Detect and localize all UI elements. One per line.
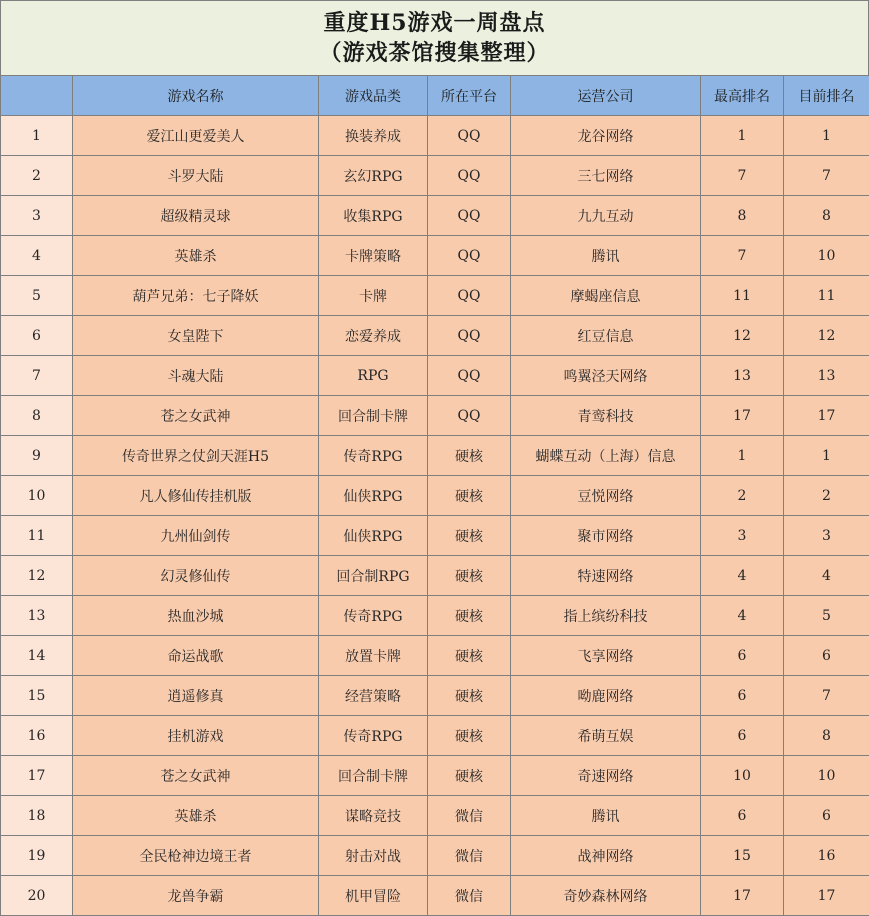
cell-index: 1 [1,116,73,156]
header-current-rank: 目前排名 [784,76,869,116]
cell-game-name: 女皇陛下 [73,316,319,356]
cell-current-rank: 8 [784,196,869,236]
cell-current-rank: 2 [784,476,869,516]
cell-current-rank: 12 [784,316,869,356]
table-row [1,356,869,396]
cell-genre: 仙侠RPG [319,516,428,556]
cell-platform: 硬核 [428,516,511,556]
cell-index: 12 [1,556,73,596]
cell-highest-rank: 8 [701,196,784,236]
cell-platform: QQ [428,356,511,396]
cell-game-name: 九州仙剑传 [73,516,319,556]
header-operator: 运营公司 [511,76,701,116]
cell-genre: 射击对战 [319,836,428,876]
cell-platform: 微信 [428,796,511,836]
cell-game-name: 斗罗大陆 [73,156,319,196]
cell-operator: 战神网络 [511,836,701,876]
cell-genre: 卡牌 [319,276,428,316]
cell-game-name: 葫芦兄弟：七子降妖 [73,276,319,316]
cell-platform: 微信 [428,876,511,916]
cell-platform: 微信 [428,836,511,876]
cell-genre: 恋爱养成 [319,316,428,356]
cell-game-name: 传奇世界之仗剑天涯H5 [73,436,319,476]
ranking-table [0,75,869,916]
cell-index: 15 [1,676,73,716]
table-row [1,516,869,556]
cell-highest-rank: 17 [701,396,784,436]
cell-operator: 聚市网络 [511,516,701,556]
table-row [1,436,869,476]
header-row [1,76,869,116]
cell-genre: 机甲冒险 [319,876,428,916]
cell-genre: 放置卡牌 [319,636,428,676]
cell-index: 10 [1,476,73,516]
cell-current-rank: 8 [784,716,869,756]
table-row [1,596,869,636]
cell-index: 19 [1,836,73,876]
cell-genre: 回合制卡牌 [319,396,428,436]
cell-operator: 指上缤纷科技 [511,596,701,636]
cell-genre: 换装养成 [319,116,428,156]
cell-game-name: 英雄杀 [73,796,319,836]
cell-highest-rank: 6 [701,676,784,716]
cell-platform: 硬核 [428,636,511,676]
cell-current-rank: 16 [784,836,869,876]
cell-operator: 奇速网络 [511,756,701,796]
cell-index: 6 [1,316,73,356]
cell-highest-rank: 3 [701,516,784,556]
header-genre: 游戏品类 [319,76,428,116]
cell-game-name: 苍之女武神 [73,396,319,436]
cell-game-name: 爱江山更爱美人 [73,116,319,156]
cell-platform: QQ [428,396,511,436]
table-row [1,316,869,356]
cell-operator: 九九互动 [511,196,701,236]
cell-genre: 玄幻RPG [319,156,428,196]
cell-operator: 特速网络 [511,556,701,596]
cell-current-rank: 11 [784,276,869,316]
table-row [1,636,869,676]
table-row [1,836,869,876]
cell-current-rank: 4 [784,556,869,596]
cell-current-rank: 1 [784,436,869,476]
cell-highest-rank: 4 [701,556,784,596]
cell-platform: QQ [428,156,511,196]
cell-platform: 硬核 [428,556,511,596]
cell-index: 13 [1,596,73,636]
cell-game-name: 逍遥修真 [73,676,319,716]
cell-game-name: 挂机游戏 [73,716,319,756]
cell-platform: 硬核 [428,436,511,476]
cell-platform: QQ [428,116,511,156]
cell-operator: 红豆信息 [511,316,701,356]
cell-game-name: 龙兽争霸 [73,876,319,916]
cell-current-rank: 13 [784,356,869,396]
cell-operator: 三七网络 [511,156,701,196]
cell-highest-rank: 7 [701,156,784,196]
table-row [1,716,869,756]
cell-operator: 豆悦网络 [511,476,701,516]
title-banner [0,0,869,75]
cell-highest-rank: 1 [701,436,784,476]
cell-index: 7 [1,356,73,396]
cell-game-name: 命运战歌 [73,636,319,676]
cell-operator: 青鸾科技 [511,396,701,436]
cell-operator: 腾讯 [511,236,701,276]
table-row [1,756,869,796]
cell-highest-rank: 7 [701,236,784,276]
cell-game-name: 全民枪神边境王者 [73,836,319,876]
cell-index: 9 [1,436,73,476]
cell-operator: 蝴蝶互动（上海）信息 [511,436,701,476]
cell-highest-rank: 10 [701,756,784,796]
cell-current-rank: 1 [784,116,869,156]
cell-operator: 鸣翼泾天网络 [511,356,701,396]
cell-genre: 传奇RPG [319,596,428,636]
cell-index: 14 [1,636,73,676]
cell-platform: 硬核 [428,756,511,796]
cell-platform: 硬核 [428,716,511,756]
cell-current-rank: 7 [784,156,869,196]
cell-index: 4 [1,236,73,276]
cell-highest-rank: 6 [701,716,784,756]
cell-game-name: 英雄杀 [73,236,319,276]
cell-current-rank: 10 [784,756,869,796]
cell-platform: 硬核 [428,596,511,636]
cell-current-rank: 5 [784,596,869,636]
cell-highest-rank: 6 [701,796,784,836]
cell-highest-rank: 1 [701,116,784,156]
cell-index: 20 [1,876,73,916]
header-game-name: 游戏名称 [73,76,319,116]
header-platform: 所在平台 [428,76,511,116]
cell-game-name: 幻灵修仙传 [73,556,319,596]
cell-genre: 传奇RPG [319,716,428,756]
cell-genre: 卡牌策略 [319,236,428,276]
table-body [1,116,869,916]
table-row [1,876,869,916]
cell-index: 5 [1,276,73,316]
title-line-2: （游戏茶馆搜集整理） [319,38,549,68]
cell-platform: QQ [428,196,511,236]
cell-game-name: 凡人修仙传挂机版 [73,476,319,516]
table-row [1,276,869,316]
cell-current-rank: 10 [784,236,869,276]
cell-index: 11 [1,516,73,556]
cell-platform: 硬核 [428,676,511,716]
table-row [1,236,869,276]
table-row [1,556,869,596]
cell-index: 3 [1,196,73,236]
header-highest-rank: 最高排名 [701,76,784,116]
cell-highest-rank: 15 [701,836,784,876]
cell-index: 17 [1,756,73,796]
cell-game-name: 苍之女武神 [73,756,319,796]
cell-platform: 硬核 [428,476,511,516]
cell-genre: 传奇RPG [319,436,428,476]
cell-genre: RPG [319,356,428,396]
title-line-1: 重度H5游戏一周盘点 [323,8,545,38]
cell-genre: 经营策略 [319,676,428,716]
cell-current-rank: 6 [784,796,869,836]
cell-genre: 回合制RPG [319,556,428,596]
table-row [1,396,869,436]
table-row [1,796,869,836]
cell-current-rank: 17 [784,396,869,436]
cell-current-rank: 3 [784,516,869,556]
cell-operator: 飞享网络 [511,636,701,676]
cell-operator: 奇妙森林网络 [511,876,701,916]
cell-platform: QQ [428,276,511,316]
cell-operator: 腾讯 [511,796,701,836]
cell-index: 18 [1,796,73,836]
cell-current-rank: 17 [784,876,869,916]
cell-operator: 希萌互娱 [511,716,701,756]
cell-highest-rank: 6 [701,636,784,676]
cell-game-name: 超级精灵球 [73,196,319,236]
cell-index: 2 [1,156,73,196]
table-row [1,196,869,236]
cell-highest-rank: 11 [701,276,784,316]
table-row [1,676,869,716]
cell-game-name: 斗魂大陆 [73,356,319,396]
cell-highest-rank: 17 [701,876,784,916]
cell-platform: QQ [428,236,511,276]
cell-genre: 仙侠RPG [319,476,428,516]
cell-highest-rank: 2 [701,476,784,516]
cell-game-name: 热血沙城 [73,596,319,636]
cell-current-rank: 6 [784,636,869,676]
cell-operator: 呦鹿网络 [511,676,701,716]
header-index [1,76,73,116]
cell-index: 8 [1,396,73,436]
table-row [1,116,869,156]
cell-current-rank: 7 [784,676,869,716]
cell-genre: 收集RPG [319,196,428,236]
table-row [1,156,869,196]
cell-platform: QQ [428,316,511,356]
cell-operator: 摩蝎座信息 [511,276,701,316]
cell-highest-rank: 4 [701,596,784,636]
cell-index: 16 [1,716,73,756]
cell-highest-rank: 12 [701,316,784,356]
cell-operator: 龙谷网络 [511,116,701,156]
cell-genre: 谋略竞技 [319,796,428,836]
table-row [1,476,869,516]
cell-highest-rank: 13 [701,356,784,396]
cell-genre: 回合制卡牌 [319,756,428,796]
